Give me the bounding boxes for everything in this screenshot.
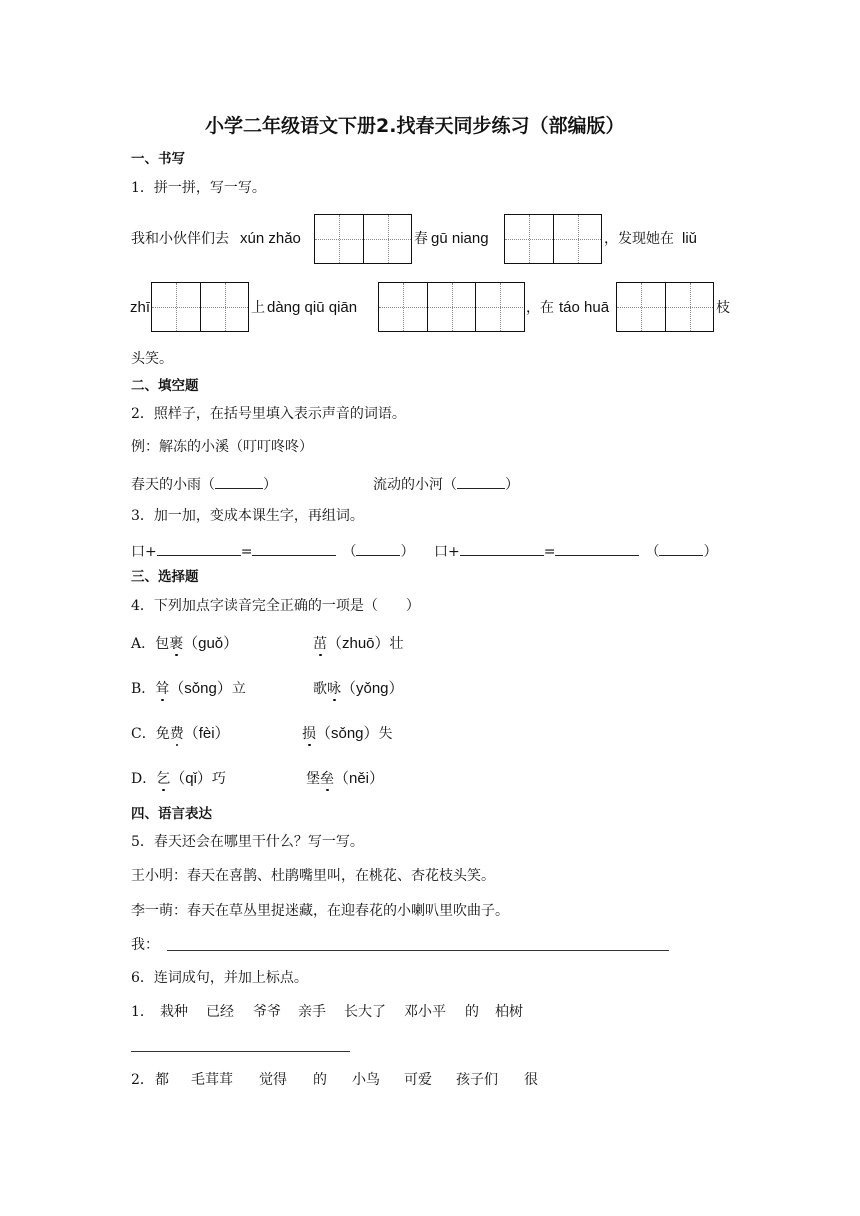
- q1-pinyin: dàng qiū qiān: [267, 299, 358, 316]
- answer-blank[interactable]: [157, 542, 241, 556]
- q1-pinyin: gū niang: [431, 230, 489, 247]
- word-tile: 可爱: [404, 1072, 432, 1088]
- question-6-prompt: 6．连词成句，并加上标点。: [131, 970, 308, 986]
- q1-pinyin: xún zhǎo: [240, 230, 301, 247]
- q6-sentence-2-number: 2．: [131, 1072, 154, 1088]
- section-heading-writing: 一、书写: [131, 151, 185, 167]
- question-3-prompt: 3．加一加，变成本课生字，再组词。: [131, 508, 364, 524]
- open-paren: （: [342, 544, 357, 560]
- answer-blank[interactable]: [252, 542, 336, 556]
- writing-grid-2[interactable]: [151, 282, 249, 332]
- answer-blank[interactable]: [555, 542, 639, 556]
- writing-grid-2[interactable]: [504, 214, 602, 264]
- answer-line[interactable]: [131, 1051, 350, 1052]
- option-pinyin: （sǒng）: [169, 680, 232, 697]
- section-heading-choice: 三、选择题: [131, 569, 199, 585]
- word-tile: 毛茸茸: [191, 1072, 233, 1088]
- close-paren: ）: [400, 544, 415, 560]
- section-heading-fill-blank: 二、填空题: [131, 378, 199, 394]
- question-2-prompt: 2．照样子，在括号里填入表示声音的词语。: [131, 406, 406, 422]
- option-a-word-2: [313, 636, 404, 651]
- q1-text: 枝: [716, 300, 730, 316]
- word-tile: 爷爷: [253, 1004, 281, 1020]
- option-c-word-2: [302, 726, 393, 741]
- word-tile: 觉得: [259, 1072, 287, 1088]
- q1-text: 我和小伙伴们去: [131, 231, 229, 247]
- dotted-character: 乞: [156, 771, 171, 787]
- q1-text: ，发现她在: [604, 231, 674, 247]
- q3-prefix: 口+: [131, 544, 157, 560]
- question-4-prompt: 4．下列加点字读音完全正确的一项是（ ）: [131, 598, 420, 614]
- answer-blank[interactable]: [457, 475, 505, 489]
- answer-blank[interactable]: [460, 542, 544, 556]
- dotted-character: 茁: [313, 636, 327, 652]
- word-tile: 的: [465, 1004, 479, 1020]
- option-text: 立: [231, 681, 246, 697]
- word-tile: 长大了: [344, 1004, 386, 1020]
- word-tile: 都: [155, 1072, 169, 1088]
- q3-item-a: [131, 542, 414, 559]
- option-a[interactable]: [131, 636, 238, 651]
- answer-line[interactable]: [167, 950, 669, 951]
- word-tile: 小鸟: [352, 1072, 380, 1088]
- word-tile: 已经: [206, 1004, 234, 1020]
- q1-pinyin: zhī: [130, 299, 151, 316]
- dotted-character: 耸: [155, 681, 170, 697]
- q5-example-2: 李一萌：春天在草丛里捉迷藏，在迎春花的小喇叭里吹曲子。: [131, 903, 509, 919]
- close-paren: ）: [505, 477, 519, 493]
- option-d-word-2: [306, 771, 384, 786]
- dotted-character: 裹: [169, 636, 184, 652]
- option-text: 堡: [306, 771, 320, 787]
- dotted-character: 垒: [320, 771, 334, 787]
- option-label: A．: [131, 636, 156, 652]
- q2-item-a-text: 春天的小雨（: [131, 477, 215, 493]
- option-pinyin: （qǐ）: [170, 770, 212, 787]
- question-1-prompt: 1．拼一拼，写一写。: [131, 180, 266, 196]
- close-paren: ）: [263, 477, 277, 493]
- equals-sign: =: [543, 544, 556, 560]
- writing-grid-2[interactable]: [314, 214, 412, 264]
- answer-blank[interactable]: [659, 542, 703, 556]
- word-tile: 很: [524, 1072, 538, 1088]
- question-5-prompt: 5．春天还会在哪里干什么？写一写。: [131, 834, 364, 850]
- dotted-character: 咏: [327, 681, 341, 697]
- answer-blank[interactable]: [215, 475, 263, 489]
- dotted-character: 损: [302, 726, 316, 742]
- equals-sign: =: [240, 544, 253, 560]
- q3-prefix: 口+: [434, 544, 460, 560]
- answer-blank[interactable]: [356, 542, 400, 556]
- word-tile: 亲手: [298, 1004, 326, 1020]
- q2-item-b: [373, 475, 519, 492]
- option-b[interactable]: [131, 681, 246, 696]
- option-text: 巧: [211, 771, 226, 787]
- word-tile: 孩子们: [456, 1072, 498, 1088]
- option-text: 壮: [389, 636, 404, 652]
- option-text: 免: [155, 726, 170, 742]
- option-text: 失: [378, 726, 393, 742]
- q1-text: 头笑。: [131, 351, 173, 367]
- writing-grid-2[interactable]: [616, 282, 714, 332]
- q1-text: ，在: [526, 300, 554, 316]
- q1-text: 春: [414, 231, 428, 247]
- writing-grid-3[interactable]: [378, 282, 525, 332]
- page-title: 小学二年级语文下册2.找春天同步练习（部编版）: [205, 115, 625, 137]
- option-b-word-2: [313, 681, 404, 696]
- word-tile: 的: [313, 1072, 327, 1088]
- q2-item-b-text: 流动的小河（: [373, 477, 457, 493]
- q1-text: 上: [251, 300, 265, 316]
- q3-item-b: [434, 542, 717, 559]
- option-pinyin: （fèi）: [183, 725, 230, 742]
- question-2-example: 例：解冻的小溪（叮叮咚咚）: [131, 439, 313, 455]
- option-pinyin: （zhuō）: [327, 635, 390, 652]
- q5-me-label: 我：: [131, 937, 159, 953]
- option-pinyin: （sǒng）: [316, 725, 379, 742]
- option-pinyin: （yǒng）: [341, 680, 404, 697]
- option-pinyin: （něi）: [334, 770, 385, 787]
- word-tile: 栽种: [160, 1004, 188, 1020]
- option-text: 歌: [313, 681, 327, 697]
- section-heading-expression: 四、语言表达: [131, 806, 212, 822]
- option-text: 包: [155, 636, 170, 652]
- open-paren: （: [645, 544, 660, 560]
- option-c[interactable]: [131, 726, 230, 741]
- option-d[interactable]: [131, 771, 226, 786]
- word-tile: 柏树: [495, 1004, 523, 1020]
- word-tile: 邓小平: [404, 1004, 446, 1020]
- dotted-character: 费: [169, 726, 184, 742]
- option-label: B．: [131, 681, 156, 697]
- q5-example-1: 王小明：春天在喜鹊、杜鹃嘴里叫，在桃花、杏花枝头笑。: [131, 868, 495, 884]
- q2-item-a: [131, 475, 277, 492]
- q1-pinyin: liǔ: [682, 230, 698, 247]
- q6-sentence-1-number: 1．: [131, 1004, 154, 1020]
- option-label: D．: [131, 771, 157, 787]
- option-label: C．: [131, 726, 156, 742]
- option-pinyin: （guǒ）: [183, 635, 239, 652]
- close-paren: ）: [703, 544, 718, 560]
- q1-pinyin: táo huā: [559, 299, 610, 316]
